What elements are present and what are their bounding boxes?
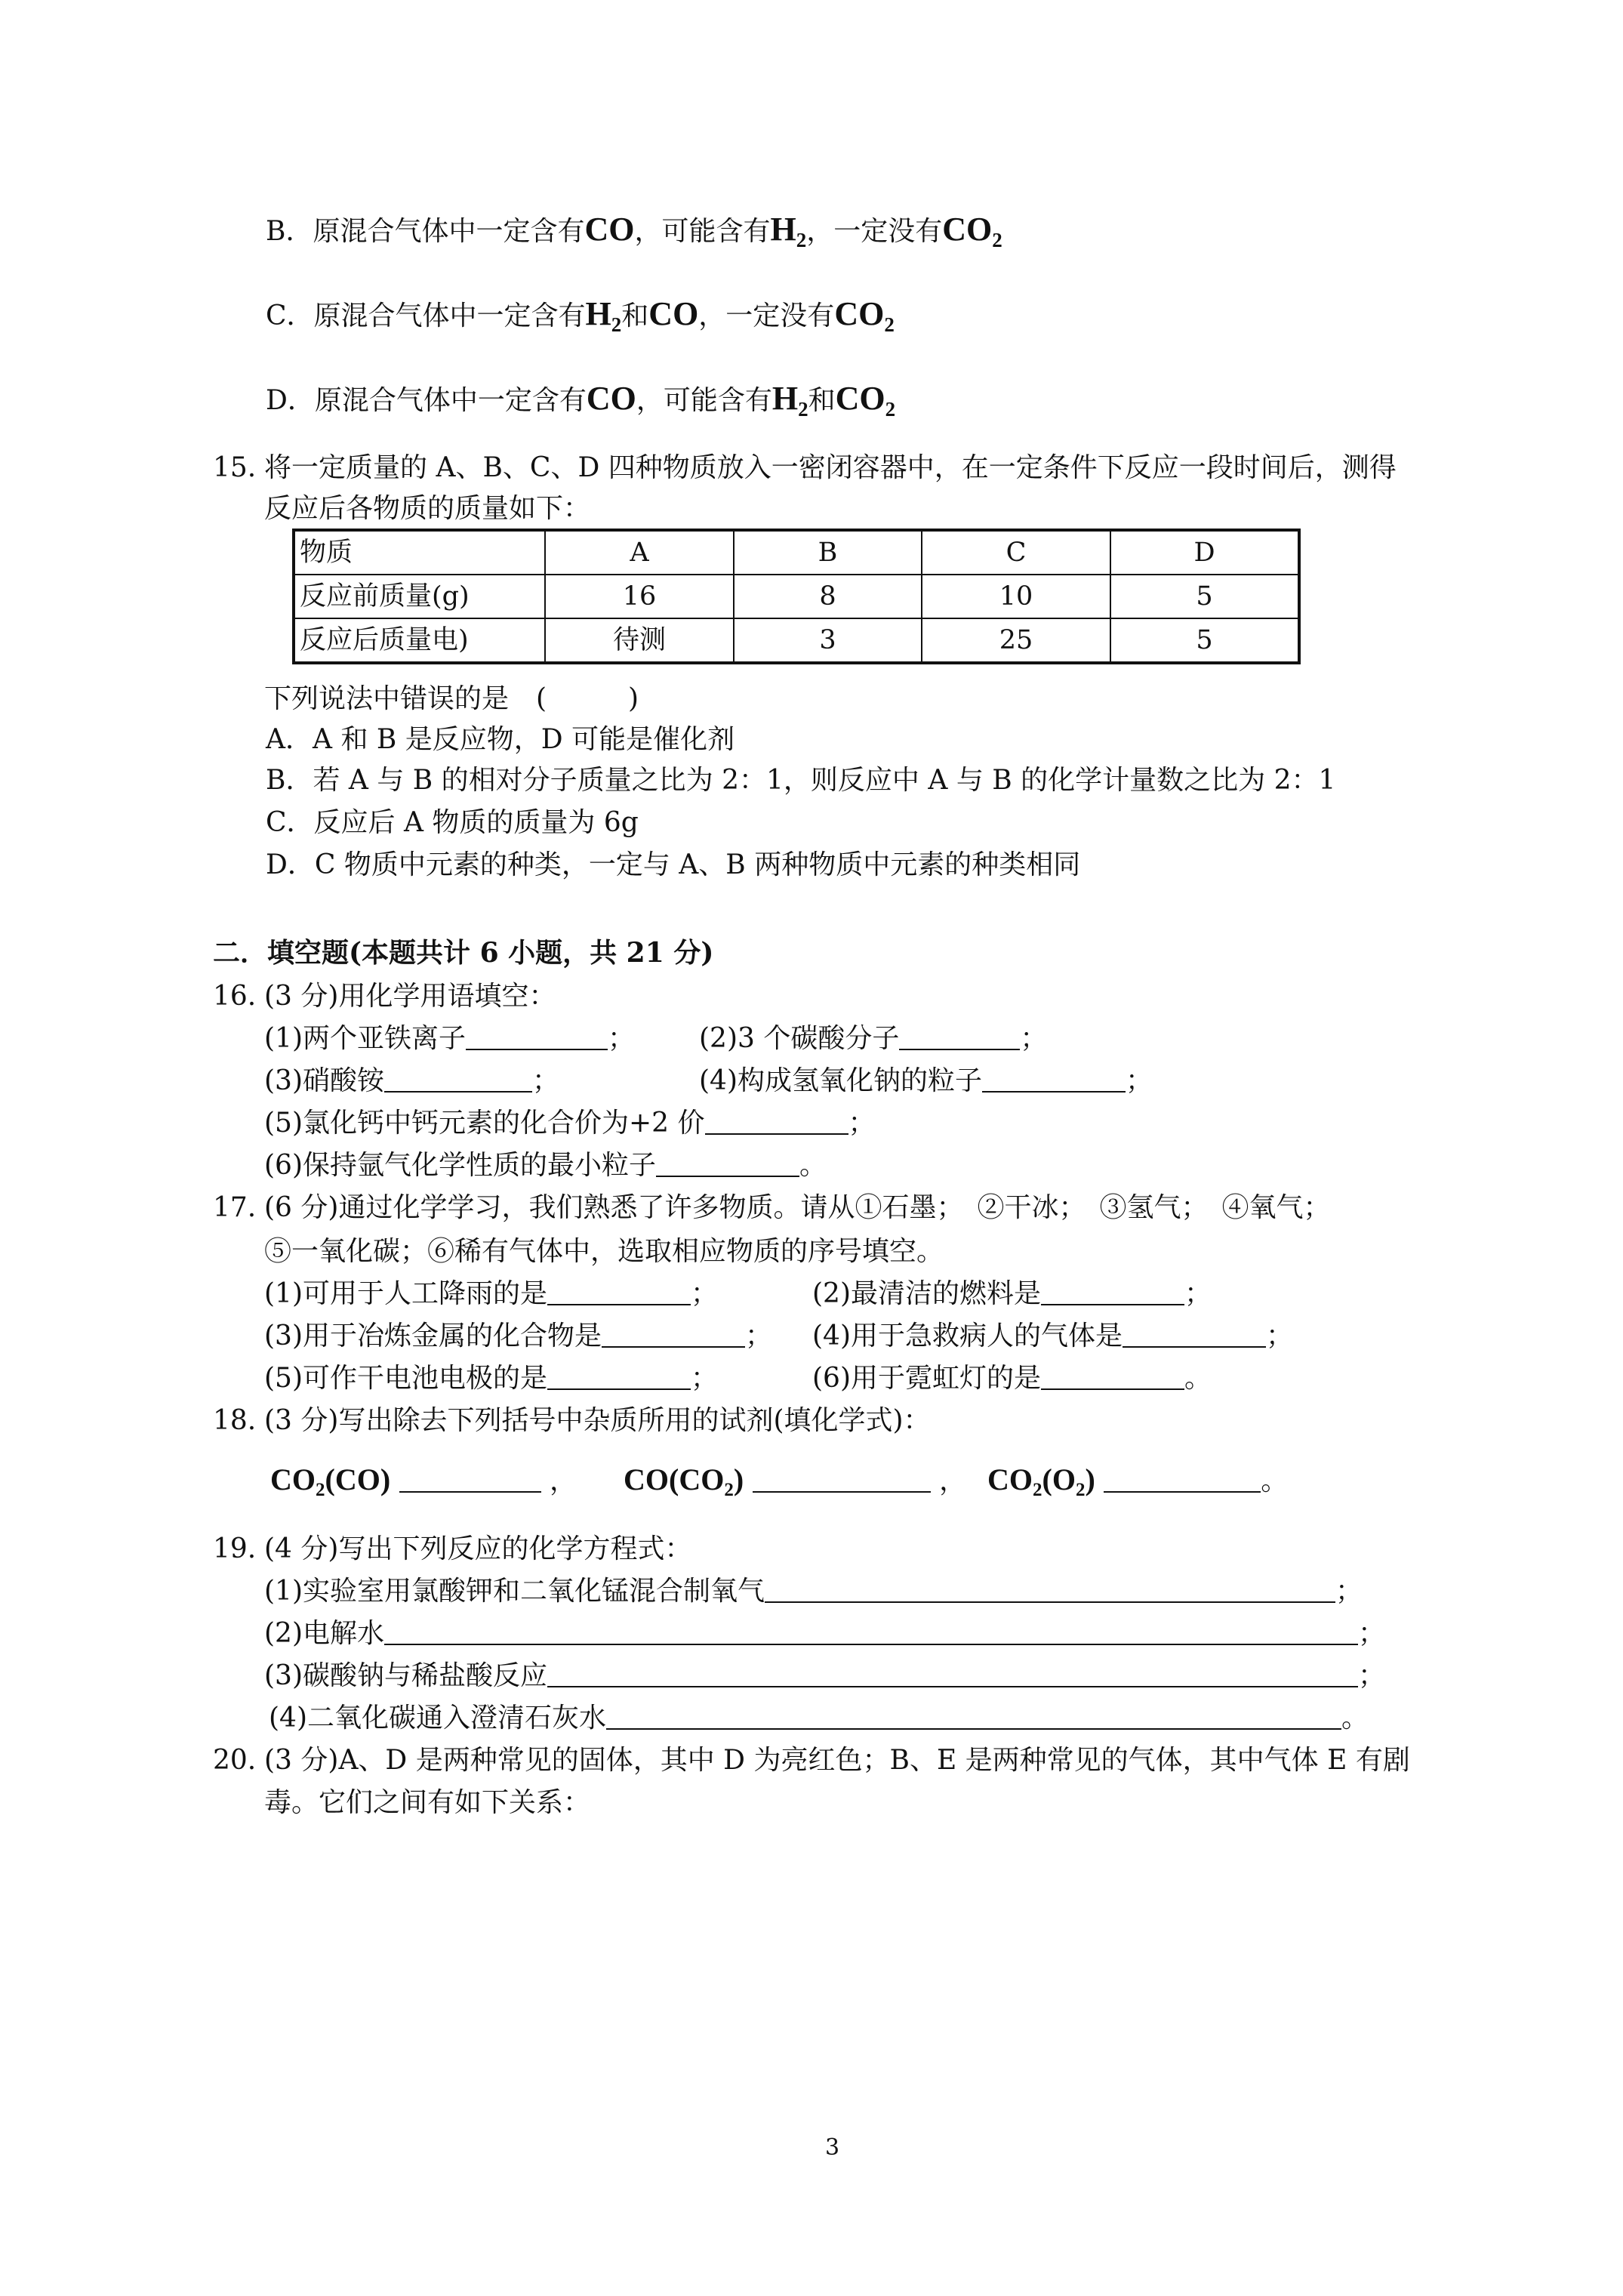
table-cell: 8 bbox=[734, 575, 922, 618]
q18-number: 18. bbox=[213, 1405, 257, 1436]
q17-item-3: (3)用于冶炼金属的化合物是 ； bbox=[264, 1321, 773, 1351]
q18-item-a: $CO_2(CO)$ ， bbox=[270, 1462, 577, 1500]
table-cell: 3 bbox=[734, 618, 922, 663]
q20-number: 20. bbox=[213, 1745, 257, 1776]
answer-blank[interactable] bbox=[606, 1706, 1341, 1730]
page-number: 3 bbox=[825, 2134, 840, 2161]
mass-table bbox=[292, 529, 1301, 664]
q16-item-1: (1)两个亚铁离子 ； bbox=[264, 1023, 636, 1054]
answer-blank[interactable] bbox=[705, 1111, 848, 1135]
q18-intro: (3 分)写出除去下列括号中杂质所用的试剂(填化学式)： bbox=[264, 1405, 931, 1436]
q16-item-2: (2)3 个碳酸分子 ； bbox=[699, 1023, 1048, 1054]
q17-item-5: (5)可作干电池电极的是 ； bbox=[264, 1363, 719, 1394]
table-cell: 反应后质量电) bbox=[294, 618, 545, 663]
table-row bbox=[294, 575, 1299, 618]
table-cell: B bbox=[734, 530, 922, 575]
table-cell: D bbox=[1110, 530, 1299, 575]
q19-item-4: (4)二氧化碳通入澄清石灰水 。 bbox=[269, 1703, 1369, 1734]
answer-blank[interactable] bbox=[656, 1153, 799, 1177]
q15-number: 15. bbox=[213, 452, 257, 483]
q15-stem: 下列说法中错误的是 ( ) bbox=[264, 683, 639, 714]
answer-blank[interactable] bbox=[765, 1579, 1335, 1603]
table-cell: 10 bbox=[922, 575, 1110, 618]
q16-item-5: (5)氯化钙中钙元素的化合价为+2 价 ； bbox=[264, 1108, 876, 1139]
q17-item-4: (4)用于急救病人的气体是 ； bbox=[812, 1321, 1294, 1351]
answer-blank[interactable] bbox=[899, 1026, 1020, 1050]
answer-blank[interactable] bbox=[602, 1324, 745, 1348]
q17-line1: (6 分)通过化学学习，我们熟悉了许多物质。请从①石墨； ②干冰； ③氢气； ④氧气； bbox=[264, 1192, 1331, 1223]
q17-number: 17. bbox=[213, 1192, 257, 1223]
q16-intro: (3 分)用化学用语填空： bbox=[264, 981, 556, 1012]
answer-blank[interactable] bbox=[753, 1469, 931, 1493]
answer-blank[interactable] bbox=[399, 1469, 541, 1493]
q15-option-a: A．A 和 B 是反应物，D 可能是催化剂 bbox=[266, 724, 735, 755]
q15-option-d: D．C 物质中元素的种类，一定与 A、B 两种物质中元素的种类相同 bbox=[266, 849, 1081, 880]
q15-line1: 将一定质量的 A、B、C、D 四种物质放入一密闭容器中，在一定条件下反应一段时间后，测得 bbox=[264, 452, 1397, 483]
q16-item-3: (3)硝酸铵 ； bbox=[264, 1065, 560, 1096]
q19-item-1: (1)实验室用氯酸钾和二氧化锰混合制氧气 ； bbox=[264, 1576, 1363, 1607]
q19-item-2: (2)电解水 ； bbox=[264, 1618, 1386, 1649]
table-cell: C bbox=[922, 530, 1110, 575]
q17-item-2: (2)最清洁的燃料是 ； bbox=[812, 1278, 1212, 1309]
q15-option-c: C．反应后 A 物质的质量为 6g bbox=[266, 807, 639, 838]
answer-blank[interactable] bbox=[466, 1026, 608, 1050]
table-cell: 16 bbox=[545, 575, 734, 618]
table-cell: 5 bbox=[1110, 575, 1299, 618]
q15-line2: 反应后各物质的质量如下： bbox=[264, 493, 591, 524]
table-cell: A bbox=[545, 530, 734, 575]
q16-item-4: (4)构成氢氧化钠的粒子 ； bbox=[699, 1065, 1153, 1096]
table-row bbox=[294, 618, 1299, 663]
q16-item-6: (6)保持氩气化学性质的最小粒子 。 bbox=[264, 1150, 827, 1181]
q14-option-b: B．原混合气体中一定含有CO，可能含有$H_2$，一定没有$CO_2$ bbox=[266, 211, 1002, 251]
q19-item-3: (3)碳酸钠与稀盐酸反应 ； bbox=[264, 1660, 1386, 1691]
answer-blank[interactable] bbox=[384, 1068, 532, 1093]
q20-line2: 毒。它们之间有如下关系： bbox=[264, 1787, 591, 1818]
q16-number: 16. bbox=[213, 981, 257, 1012]
q15-option-b: B．若 A 与 B 的相对分子质量之比为 2：1，则反应中 A 与 B 的化学计量数之比为 2：1 bbox=[266, 765, 1336, 796]
q18-item-b: $CO(CO_2)$ ， bbox=[624, 1462, 967, 1500]
q20-line1: (3 分)A、D 是两种常见的固体，其中 D 为亮红色；B、E 是两种常见的气体，其中气体 E 有剧 bbox=[264, 1745, 1410, 1776]
q17-line2: ⑤一氧化碳；⑥稀有气体中，选取相应物质的序号填空。 bbox=[264, 1236, 944, 1267]
table-header-row bbox=[294, 530, 1299, 575]
table-cell: 25 bbox=[922, 618, 1110, 663]
answer-blank[interactable] bbox=[384, 1621, 1358, 1645]
answer-blank[interactable] bbox=[982, 1068, 1126, 1093]
answer-blank[interactable] bbox=[1041, 1281, 1184, 1305]
q19-number: 19. bbox=[213, 1533, 257, 1564]
q19-intro: (4 分)写出下列反应的化学方程式： bbox=[264, 1533, 692, 1564]
q18-item-c: $CO_2(O_2)$ 。 bbox=[987, 1462, 1289, 1500]
q14-option-d: D．原混合气体中一定含有CO，可能含有$H_2$和$CO_2$ bbox=[266, 380, 896, 421]
answer-blank[interactable] bbox=[547, 1663, 1358, 1687]
answer-blank[interactable] bbox=[1041, 1366, 1184, 1390]
q14-option-c: C．原混合气体中一定含有$H_2$和CO，一定没有$CO_2$ bbox=[266, 295, 895, 336]
answer-blank[interactable] bbox=[547, 1281, 691, 1305]
q17-item-1: (1)可用于人工降雨的是 ； bbox=[264, 1278, 719, 1309]
answer-blank[interactable] bbox=[547, 1366, 691, 1390]
table-cell: 反应前质量(g) bbox=[294, 575, 545, 618]
table-cell: 待测 bbox=[545, 618, 734, 663]
section-title: 二．填空题(本题共计 6 小题，共 21 分) bbox=[213, 937, 714, 969]
q17-item-6: (6)用于霓虹灯的是 。 bbox=[812, 1363, 1212, 1394]
answer-blank[interactable] bbox=[1104, 1469, 1261, 1493]
table-cell: 5 bbox=[1110, 618, 1299, 663]
answer-blank[interactable] bbox=[1123, 1324, 1266, 1348]
table-cell: 物质 bbox=[294, 530, 545, 575]
